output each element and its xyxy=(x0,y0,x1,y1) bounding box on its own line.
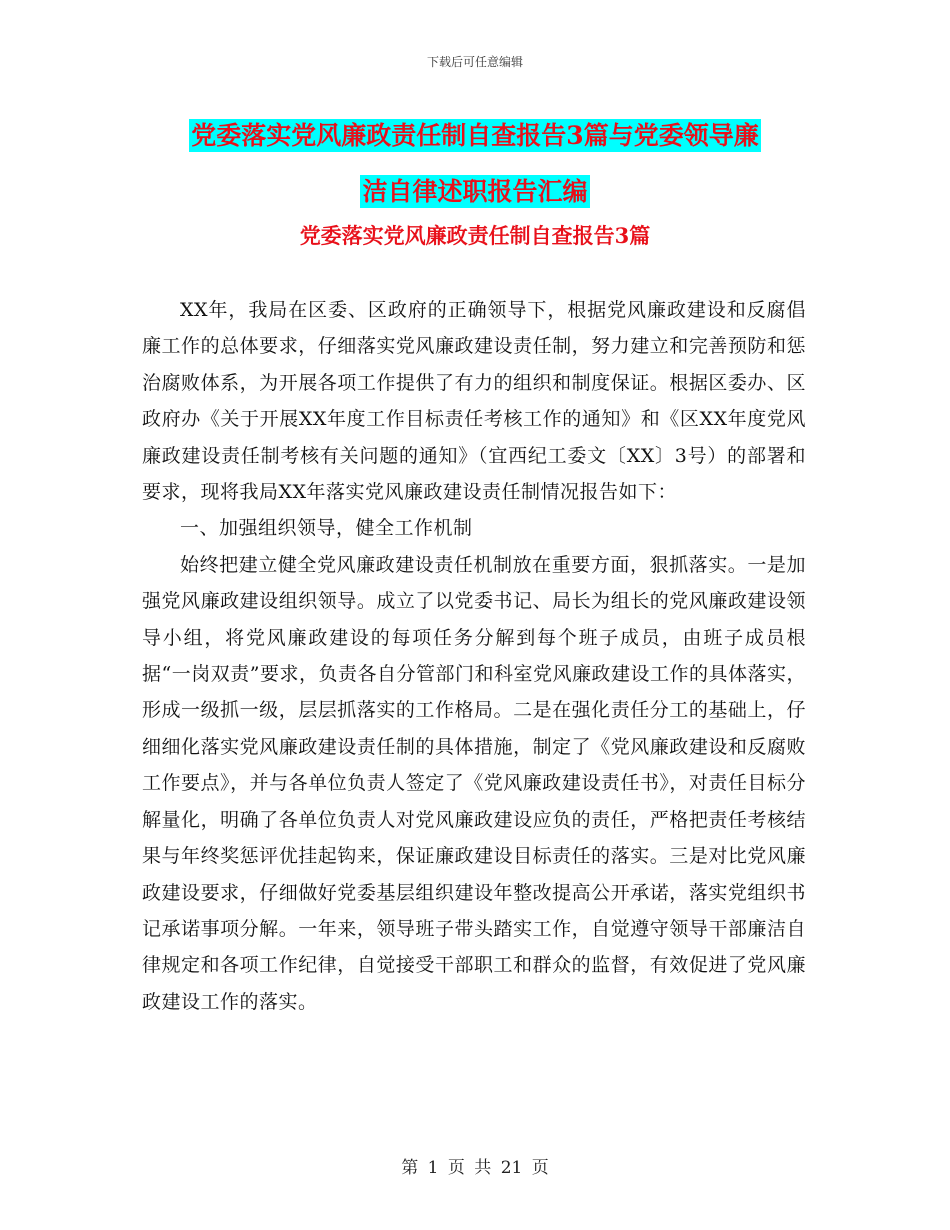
paragraph-organization: 始终把建立健全党风廉政建设责任机制放在重要方面，狠抓落实。一是加强党风廉政建设组织领导。成立了以党委书记、局长为组长的党风廉政建设领导小组，将党风廉政建设的每项任务分解到每个班子成员，由班子成员根据“一岗双责”要求，负责各自分管部门和科室党风廉政建设工作的具体落实，形成一级抓一级，层层抓落实的工作格局。二是在强化责任分工的基础上，仔细细化落实党风廉政建设责任制的具体措施，制定了《党风廉政建设和反腐败工作要点》，并与各单位负责人签定了《党风廉政建设责任书》，对责任目标分解量化，明确了各单位负责人对党风廉政建设应负的责任，严格把责任考核结果与年终奖惩评优挂起钩来，保证廉政建设目标责任的落实。三是对比党风廉政建设要求，仔细做好党委基层组织建设年整改提高公开承诺，落实党组织书记承诺事项分解。一年来，领导班子带头踏实工作，自觉遵守领导干部廉洁自律规定和各项工作纪律，自觉接受干部职工和群众的监督，有效促进了党风廉政建设工作的落实。 xyxy=(142,553,806,1013)
header-note: 下载后可任意编辑 xyxy=(426,55,523,69)
title-line-2: 洁自律述职报告汇编 xyxy=(362,177,588,206)
paragraph-heading-1: 一、加强组织领导，健全工作机制 xyxy=(180,517,473,540)
section-title: 党委落实党风廉政责任制自查报告3篇 xyxy=(299,223,651,248)
document-title xyxy=(140,108,810,220)
title-line-1: 党委落实党风廉政责任制自查报告3篇与党委领导廉 xyxy=(191,121,759,150)
document-body xyxy=(142,292,806,1020)
paragraph-intro: XX年，我局在区委、区政府的正确领导下，根据党风廉政建设和反腐倡廉工作的总体要求，仔细落实党风廉政建设责任制，努力建立和完善预防和惩治腐败体系，为开展各项工作提供了有力的组织和制度保证。根据区委办、区政府办《关于开展XX年度工作目标责任考核工作的通知》和《区XX年度党风廉政建设责任制考核有关问题的通知》（宜西纪工委文〔XX〕3号）的部署和要求，现将我局XX年落实党风廉政建设责任制情况报告如下： xyxy=(142,299,806,504)
page-number: 第 1 页 共 21 页 xyxy=(401,1158,549,1178)
